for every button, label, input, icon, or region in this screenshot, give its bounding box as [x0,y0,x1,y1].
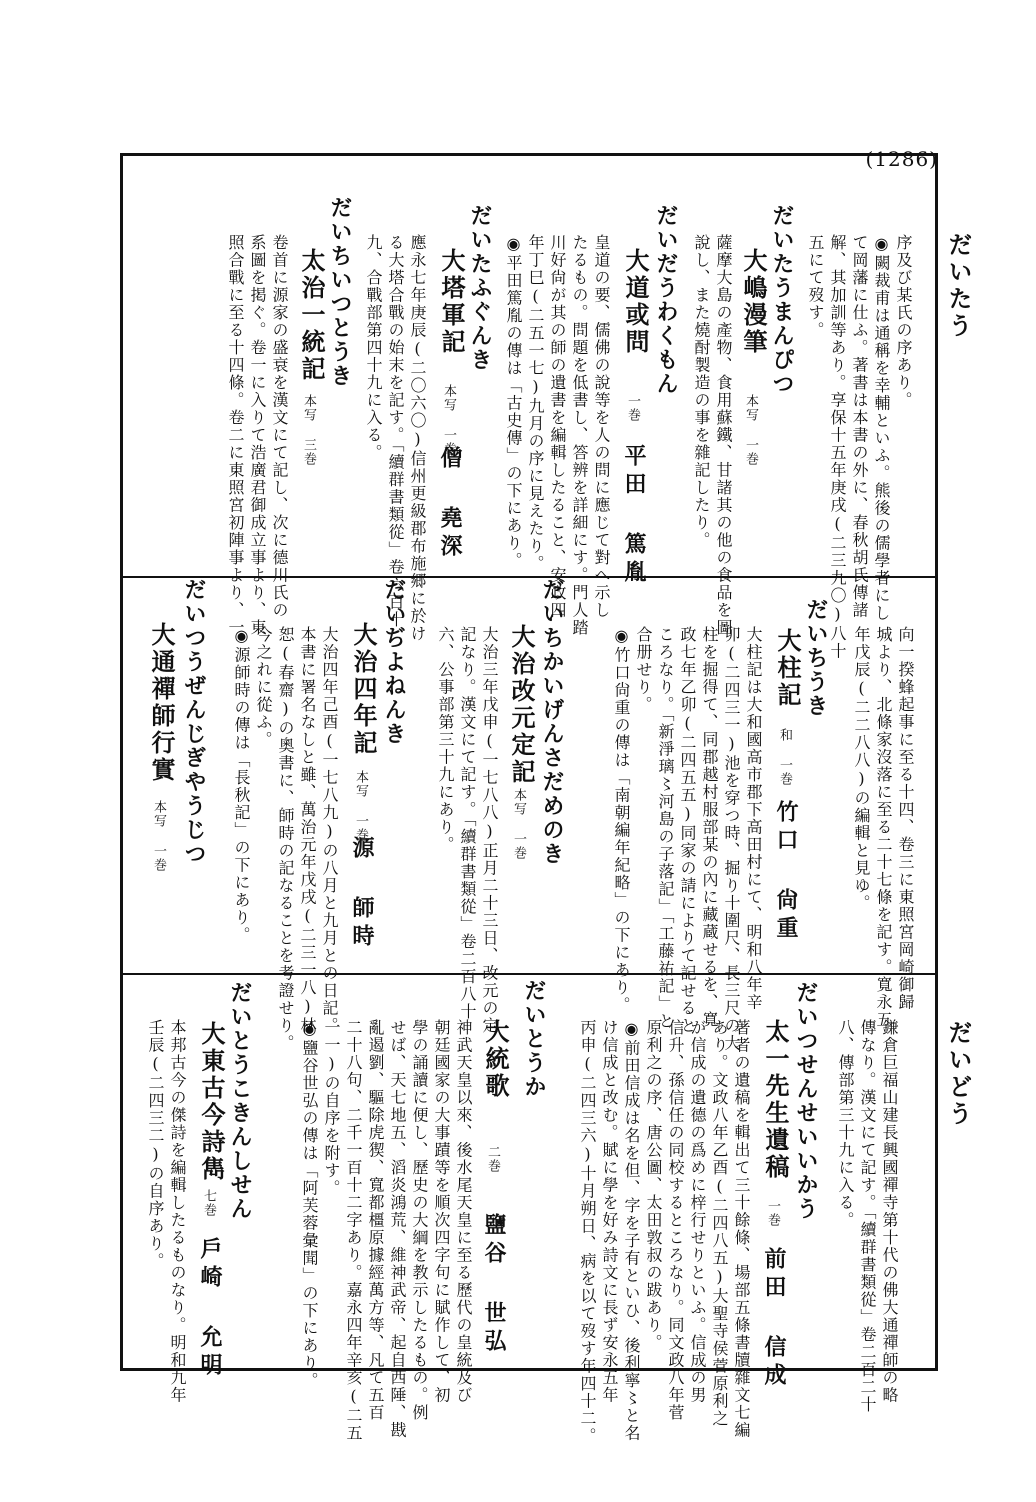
entry-body-line: 照合戰に至る十四條。卷二に東照宮初陣事より、一 [226,234,245,637]
entry-volume: 本写 三巻 [301,394,316,466]
continuation-line: て岡藩に仕ふ。著書は本書の外に、春秋胡氏傳諸 [850,234,869,619]
entry-body-line: 壬辰(二四三二)の自序あり。 [146,1019,165,1270]
header-daitau: だいたう [944,232,973,340]
entry-body-line: 合册せり。 [634,626,653,714]
entry-body-line: 著者の遺稿を輯出て三十餘條、場部五條書牘雜文七編 [732,1019,751,1439]
entry-body-line: 信升、孫信任の同校するところなり。同文政八年菅 [666,1019,685,1422]
page-number: (1286) [865,147,938,171]
entry-reading: だいちかいげんさだめのき [539,578,565,866]
entry-body-line: ◉前田信成は名を但、字を子有といひ、後利寧〻と名 [622,1019,641,1442]
entry-body-line: 朝廷國家の大事蹟等を順次四字句に賦作して、初 [432,1019,451,1404]
entry-reading: だいつせんせいいかう [793,981,819,1221]
continuation-line: ◉闕裁甫は通稱を幸輔といふ。熊後の儒學者にし [872,234,891,622]
entry-volume: 和 一巻 [777,728,792,786]
continuation-line: 解、其加訓等あり。享保十五年庚戌(二三九〇)八十 [828,234,847,660]
entry-reading: だいちうき [803,598,829,718]
entry-volume: 七巻 [201,1189,216,1217]
entry-body-line: 九、合戰部第四十九に入る。 [364,234,383,462]
entry-title: 太一先生遺稿 [761,1019,790,1181]
entry-reading: だいたふぐんき [467,204,493,372]
entry-author: 鹽谷 世弘 [481,1213,507,1357]
entry-body-line: 川好尙が其の師の遺書を編輯したること、安政四 [548,234,567,619]
continuation-line: 向一揆蜂起事に至る十四、卷三に東照宮岡崎御歸 [896,626,915,1011]
entry-author: 竹口 尙重 [773,800,799,944]
continuation-line: 城より、北條家沒落に至る二十七條を記す。寬永五 [874,626,893,1029]
entry-body-line: 本邦古今の傑詩を編輯したるものなり。明和九年 [168,1019,187,1404]
entry-body-line: ◉鹽谷世弘の傳は「阿芙蓉彙聞」の下にあり。 [300,1019,319,1390]
entry-body-line: 原利之の序、唐公圖、太田敦叔の跋あり。 [644,1019,663,1352]
entry-title: 大通禪師行實 [147,622,176,784]
continuation-line: 五にて歿す。 [806,234,825,339]
continuation-line: 鎌倉巨福山建長興國禪寺第十代の佛大通禪師の略 [880,1019,899,1404]
entry-volume: 本写 一巻 [441,384,456,456]
entry-body-line: る大塔合戰の始末を記す。「續群書類從」卷六百十 [386,234,405,629]
entry-body-line: 恕(春齋)の奧書に、師時の記なることを考證せり。 [276,626,295,1052]
entry-volume: 本写 一巻 [511,788,526,860]
entry-body-line: 政七年乙卯(二四五五)同家の請によりて記せると [678,626,697,1035]
entry-author: 戶崎 允明 [197,1237,223,1381]
entry-volume: 一巻 [765,1199,780,1227]
entry-reading: だいだうわくもん [653,204,679,396]
entry-volume: 本写 一巻 [743,394,758,466]
entry-body-line: 學の誦讀に便し、歷史の大綱を教示したるもの。例 [410,1019,429,1422]
continuation-line: 八、傳部第三十九に入る。 [836,1019,855,1229]
continuation-line: 傳なり。漢文にて記す。「續群書類從」卷二百二十 [858,1019,877,1414]
entry-reading: だいとうこきんしせん [227,981,253,1221]
entry-body-line: 大治四年己酉(一七八九)の八月と九月との日記。 [320,626,339,1035]
entry-body-line: 一一)の自序を附す。 [322,1019,341,1197]
entry-body-line: あり。文政八年乙酉(二四八五)大聖寺侯菅原利之 [710,1019,729,1428]
entry-body-line: 神武天皇以來、後水尾天皇に至る歷代の皇統及び [454,1019,473,1404]
entry-body-line: ◉平田篤胤の傳は「古史傳」の下にあり。 [504,234,523,570]
entry-body-line: 記なり。漢文にて記す。「續群書類從」卷二百八十 [458,626,477,1021]
entry-body-line: 薩摩大島の產物、食用蘇鐵、甘諸其の他の食品を圖 [714,234,733,637]
entry-author: 源 師時 [349,836,375,952]
entry-body-line: 二十八句、二千一百十二字あり。嘉永四年辛亥(二五 [344,1019,363,1442]
entry-body-line: 說し、また燒酎製造の事を雜記したり。 [692,234,711,549]
entry-body-line: ころなり。「新淨璃〻河島の子落記」「工藤祐記」と [656,626,675,1030]
entry-reading: だいぢよねんき [381,578,407,746]
entry-title: 大治四年記 [349,622,378,757]
entry-title: 大柱記 [773,628,802,709]
entry-body-line: 柱を掘得て、同郡越村服部某の內に藏蔵せるを、寬 [700,626,719,1029]
entry-title: 大統歌 [481,1019,510,1100]
entry-title: 大道或問 [621,248,650,356]
continuation-line: 年戊辰(二二八八)の編輯と見ゆ。 [852,626,871,912]
entry-body-line: 六、公事部第三十九にあり。 [436,626,455,854]
entry-volume: 二巻 [485,1145,500,1173]
entry-body-line: 應永七年庚辰(二〇六〇)信州更級郡布施郷に於け [408,234,427,643]
entry-body-line: 卷首に源家の盛衰を漢文にて記し、次に德川氏の [270,234,289,619]
entry-volume: 本写 一巻 [151,800,166,872]
entry-body-line: け信成と改む。賦に學を好み詩文に長ず安永五年 [600,1019,619,1404]
band-bottom [123,975,935,1445]
entry-volume: 本写 一巻 [353,770,368,842]
entry-volume: 一巻 [625,394,640,422]
entry-body-line: 本書に署名なしと雖、萬治元年戊戌(二三一八)林 [298,626,317,1035]
entry-title: 太治一統記 [297,248,326,383]
entry-body-line: ◉源師時の傳は「長秋記」の下にあり。 [232,626,251,944]
entry-reading: だいとうか [521,979,547,1099]
entry-body-line: 亂遏劉、驅除虎猰、寬都橿原據經萬方等、凡て五百 [366,1019,385,1422]
entry-body-line: 系圖を掲ぐ。卷一に入りて浩廣君御成立事より、東 [248,234,267,637]
entry-body-line: 皇道の要、儒佛の說等を人の問に應じて對へ示し [592,234,611,619]
entry-title: 大塔軍記 [437,248,466,356]
entry-reading: だいたうまんぴつ [769,204,795,396]
entry-title: 大嶋漫筆 [739,248,768,356]
entry-author: 前田 信成 [761,1247,787,1391]
entry-body-line: せば、天七地五、滔炎鴻荒、維神武帝、起自西陲、戡 [388,1019,407,1439]
page-frame [120,153,938,1445]
entry-reading: だいちいつとうき [327,196,353,388]
entry-body-line: たるもの。問題を低書し、答辨を詳細にす。門人踏 [570,234,589,637]
entry-body-line: 年丁巳(二五一七)九月の序に見えたり。 [526,234,545,573]
entry-body-line: が信成の遺德の爲めに梓行せりといふ。信成の男 [688,1019,707,1404]
entry-body-line: ◉竹口尙重の傳は「南朝編年紀略」の下にあり。 [612,626,631,1014]
entry-author: 平田 篤胤 [621,444,647,588]
continuation-line: 序及び某氏の序あり。 [894,234,913,409]
header-daidou: だいどう [944,1020,973,1128]
entry-body-line: 丙申(二四三六)十月朔日、病を以て歿す年四十二。 [578,1019,597,1445]
entry-title: 大治改元定記 [507,624,536,786]
entry-body-line: 卯(二四三一)池を穿つ時、掘り十圍尺、長三尺の大 [722,626,741,1052]
entry-body-line: 大治三年戊申(一七八八)正月二十三日、改元の定 [480,626,499,1035]
entry-reading: だいつうぜんじぎやうじつ [181,578,207,866]
entry-body-line: 今之れに從ふ。 [254,626,273,749]
entry-author: 僧 堯深 [437,446,463,562]
entry-body-line: 大柱記は大和國高市郡下高田村にて、明和八年辛 [744,626,763,1011]
entry-title: 大東古今詩雋 [197,1021,226,1183]
